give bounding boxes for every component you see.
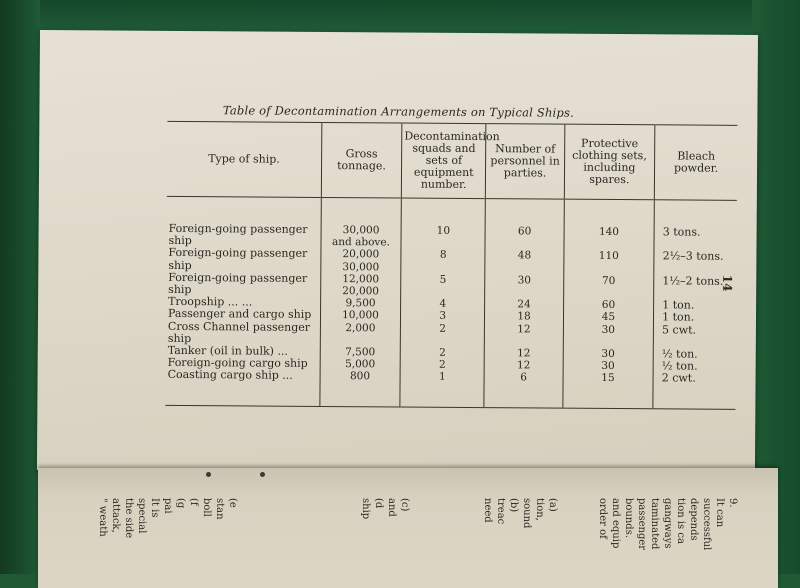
next-page-fragment: the side: [123, 498, 134, 539]
cell-ship-type-line: ship: [168, 234, 192, 248]
cell-squads-line: 2: [439, 358, 446, 371]
cell-tonnage: [320, 346, 400, 359]
cell-squads-line: 4: [439, 297, 447, 310]
next-page-fragment: attack,: [110, 498, 121, 533]
next-page-fragment: " weath: [97, 498, 108, 537]
cell-tonnage-line: 7,500: [345, 346, 376, 359]
cell-bleach-line: 1½–2 tons.: [662, 274, 724, 288]
binding-hole: [206, 472, 211, 477]
cell-protective: [562, 372, 653, 409]
table-title: Table of Decontamination Arrangements on Typical Ships.: [222, 103, 575, 120]
cell-protective: [563, 299, 654, 312]
cell-ship-type: [165, 369, 320, 407]
cell-squads-line: 10: [436, 224, 451, 237]
next-page-fragment: gangways: [662, 498, 673, 549]
binding-hole: [260, 472, 265, 477]
cell-ship-type-line: Foreign-going passenger: [168, 221, 308, 236]
background-left: [0, 0, 40, 574]
cell-tonnage: [320, 309, 400, 322]
next-page-fragment: It is: [149, 498, 160, 518]
cell-protective-line: 15: [601, 372, 615, 385]
cell-squads: [401, 298, 485, 311]
cell-protective-line: 30: [601, 347, 615, 360]
cell-bleach-line: 3 tons.: [662, 225, 701, 239]
cell-bleach-line: ½ ton.: [661, 359, 698, 373]
cell-tonnage-line: 2,000: [345, 321, 376, 334]
cell-protective-line: 140: [598, 225, 620, 239]
next-page-fragment: tion is ca: [675, 498, 686, 544]
cell-bleach-line: 2 cwt.: [661, 371, 696, 385]
cell-tonnage-line: 10,000: [342, 309, 379, 322]
page-number: 14: [720, 274, 735, 292]
cell-bleach: [654, 226, 737, 251]
cell-ship-type-line: Tanker (oil in bulk) ...: [167, 343, 289, 358]
cell-tonnage: [320, 321, 400, 346]
next-page-fragment: special: [136, 498, 147, 534]
cell-squads: [400, 346, 484, 359]
cell-protective-line: 110: [598, 250, 619, 263]
cell-ship-type-line: Troopship ... ...: [168, 295, 253, 309]
cell-protective: [563, 323, 654, 348]
cell-bleach-line: 1 ton.: [662, 310, 695, 324]
cell-squads: [400, 322, 485, 347]
cell-ship-type-line: Coasting cargo ship ...: [167, 368, 293, 383]
cell-ship-type: [166, 320, 320, 345]
cell-tonnage: [320, 358, 400, 371]
table-container: [165, 121, 737, 410]
cell-ship-type-line: Foreign-going passenger: [168, 246, 308, 261]
cell-squads-line: 8: [439, 249, 447, 262]
next-page-fragment: and equip: [610, 498, 621, 549]
cell-squads-line: 2: [439, 322, 447, 335]
next-page-fragment: boll: [201, 498, 212, 517]
cell-personnel-line: 18: [517, 310, 531, 323]
next-page-fragment: successful: [701, 498, 712, 551]
cell-personnel: [484, 371, 562, 408]
cell-tonnage: [320, 273, 400, 298]
next-page-fragment: It can: [714, 498, 725, 528]
cell-protective-line: 60: [601, 299, 616, 312]
cell-squads-line: 3: [439, 310, 447, 323]
cell-ship-type-line: ship: [168, 282, 192, 297]
table-row: [165, 369, 735, 410]
next-page-fragment: 9.: [727, 498, 738, 508]
next-page-fragment: (b): [508, 498, 519, 513]
next-page-fragment: stan: [214, 498, 225, 520]
cell-squads: [401, 249, 486, 274]
cell-tonnage-line: 30,000: [342, 224, 380, 237]
cell-bleach-line: ½ ton.: [661, 347, 698, 361]
cell-squads: [401, 225, 486, 250]
cell-squads: [400, 371, 485, 408]
cell-tonnage: [320, 297, 400, 310]
cell-protective-line: 30: [601, 359, 615, 373]
next-page-fragment: tion,: [534, 498, 545, 521]
cell-personnel-line: 12: [517, 347, 531, 360]
cell-bleach: [654, 251, 737, 276]
next-page-fragment: taminated: [649, 498, 660, 550]
next-page-fragment: need: [482, 498, 493, 523]
cell-personnel: [485, 359, 563, 372]
next-page-fragment: (e: [227, 498, 238, 508]
header-personnel: Number of personnel in parties.: [486, 124, 565, 200]
cell-squads-line: 5: [439, 273, 447, 286]
cell-protective: [563, 348, 654, 361]
table-header-row: [167, 121, 738, 200]
cell-protective: [563, 250, 654, 275]
table-body: [165, 196, 736, 409]
cell-personnel: [485, 323, 563, 348]
cell-protective-line: 70: [601, 274, 616, 287]
cell-protective-line: 30: [601, 323, 616, 336]
cell-personnel: [485, 249, 563, 274]
cell-ship-type-line: Passenger and cargo ship: [167, 307, 312, 322]
cell-ship-type-line: Cross Channel passenger: [167, 319, 311, 334]
cell-personnel-line: 30: [517, 274, 532, 287]
cell-tonnage-line: 20,000: [342, 285, 380, 298]
header-type: Type of ship.: [208, 152, 280, 166]
cell-personnel-line: 12: [516, 359, 531, 372]
cell-personnel: [485, 274, 563, 299]
next-page-fragment: (f: [188, 498, 199, 506]
cell-squads: [400, 359, 484, 372]
cell-tonnage-line: 800: [349, 370, 371, 383]
cell-bleach-line: 2½–3 tons.: [662, 249, 724, 264]
cell-tonnage-line: and above.: [331, 236, 390, 249]
cell-squads: [401, 273, 486, 298]
cell-squads-line: 1: [438, 371, 446, 384]
cell-personnel-line: 6: [520, 371, 528, 384]
next-page-fragment: pai: [162, 498, 173, 514]
cell-personnel: [485, 225, 563, 250]
header-tonnage: Gross tonnage.: [321, 122, 402, 198]
cell-tonnage-line: 9,500: [345, 297, 376, 310]
cell-protective: [563, 274, 654, 299]
cell-protective: [563, 360, 654, 373]
decontamination-table: [165, 121, 737, 410]
cell-ship-type: [166, 247, 320, 272]
next-page-fragment: (c): [399, 498, 410, 512]
cell-bleach: [653, 373, 736, 410]
cell-tonnage: [321, 224, 401, 249]
cell-personnel-line: 24: [517, 298, 531, 311]
cell-personnel-line: 48: [517, 249, 532, 262]
next-page: [38, 468, 778, 588]
cell-ship-type: [166, 223, 320, 248]
next-page-fragment: passenger: [636, 498, 647, 551]
header-protective: Protective clothing sets, including spares.: [564, 124, 655, 200]
cell-personnel: [485, 310, 563, 323]
next-page-fragment: order of: [597, 498, 608, 539]
next-page-fragment: depends: [688, 498, 699, 541]
cell-ship-type-line: Foreign-going passenger: [168, 270, 308, 285]
cell-tonnage: [320, 370, 401, 407]
next-page-fragment: ship: [360, 498, 371, 520]
next-page-fragment: treac: [495, 498, 506, 525]
next-page-fragment: and: [386, 498, 397, 517]
cell-squads-line: 2: [439, 346, 446, 359]
cell-bleach: [653, 324, 736, 349]
cell-ship-type-line: ship: [167, 331, 192, 345]
cell-squads: [401, 310, 485, 323]
cell-tonnage: [321, 248, 401, 273]
next-page-fragment: (a): [547, 498, 558, 512]
cell-personnel-line: 12: [517, 322, 531, 335]
booklet-page: [37, 30, 758, 475]
cell-protective: [564, 226, 655, 251]
cell-tonnage-line: 12,000: [342, 272, 380, 286]
cell-ship-type-line: ship: [168, 258, 192, 272]
next-page-fragment: (d: [373, 498, 384, 509]
cell-protective-line: 45: [601, 311, 616, 324]
cell-personnel: [485, 347, 563, 360]
cell-bleach-line: 1 ton.: [662, 298, 695, 312]
header-bleach: Bleach powder.: [654, 125, 737, 201]
next-page-fragment: bounds.: [623, 498, 634, 539]
next-page-fragment: sound: [521, 498, 532, 529]
cell-protective: [563, 311, 654, 324]
cell-ship-type: [166, 272, 320, 297]
cell-personnel: [485, 298, 563, 311]
header-squads: Decontamination squads and sets of equipment number.: [401, 123, 486, 199]
cell-bleach-line: 5 cwt.: [662, 322, 697, 337]
next-page-fragment: (g: [175, 498, 186, 509]
cell-tonnage-line: 5,000: [345, 358, 376, 371]
cell-ship-type-line: Foreign-going cargo ship: [167, 355, 308, 370]
cell-tonnage-line: 20,000: [342, 248, 380, 261]
cell-tonnage-line: 30,000: [342, 260, 380, 273]
cell-personnel-line: 60: [517, 225, 532, 238]
